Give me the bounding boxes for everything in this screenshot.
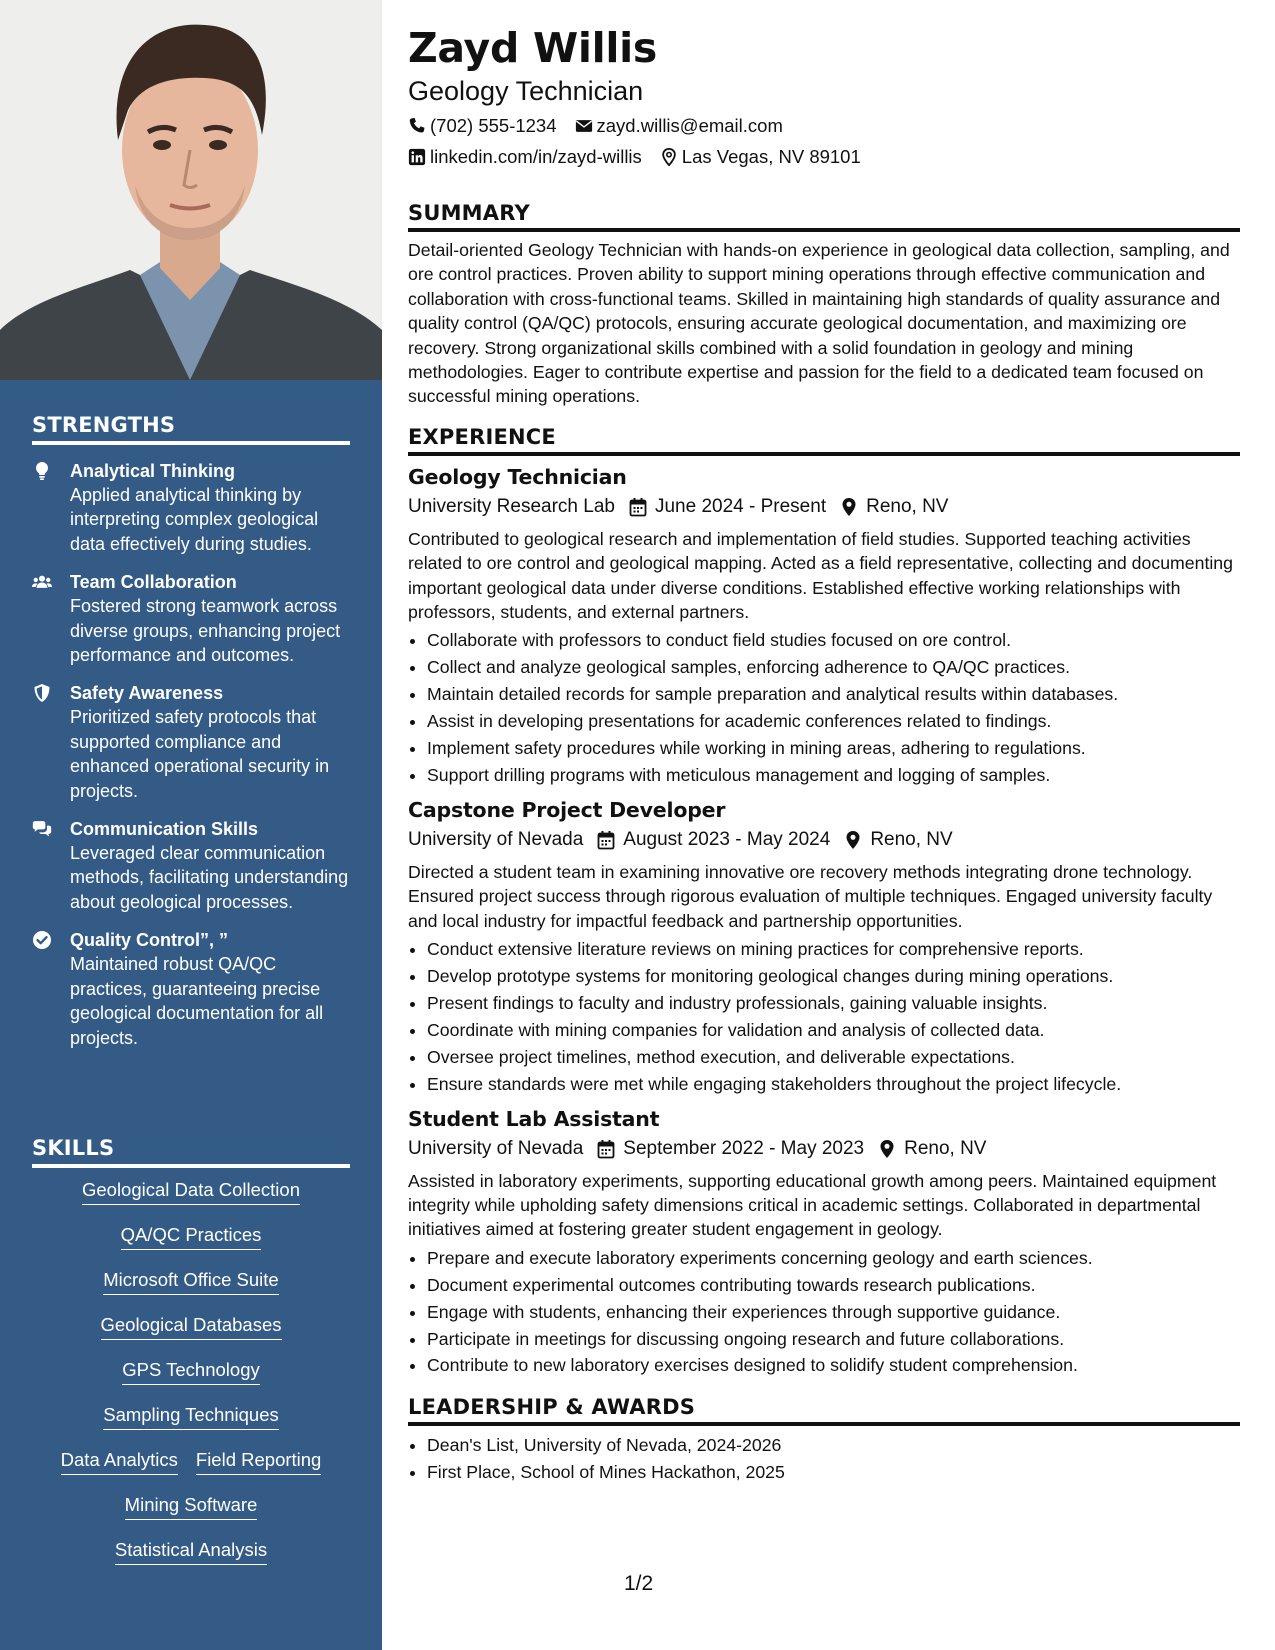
experience-section: [408, 425, 1240, 1379]
shield-icon: [32, 681, 70, 803]
strengths-list: [32, 459, 350, 1050]
list-item: • Prepare and execute laboratory experiments concerning geology and earth sciences.: [427, 1245, 1240, 1272]
job-org: University of Nevada: [408, 1137, 584, 1159]
strength-title: Analytical Thinking: [70, 461, 236, 481]
calendar-icon: [597, 1139, 615, 1159]
list-item: • Develop prototype systems for monitoring geological changes during mining operations.: [427, 963, 1240, 990]
awards-section: [408, 1395, 1240, 1486]
contact-linkedin[interactable]: [408, 144, 642, 170]
list-item: • Implement safety procedures while working in mining areas, adhering to regulations.: [427, 735, 1240, 762]
list-item: • Conduct extensive literature reviews on mining practices for comprehensive reports.: [427, 936, 1240, 963]
location-text: Las Vegas, NV 89101: [681, 146, 861, 167]
job-description: Assisted in laboratory experiments, supporting educational growth among peers. Maintained equipment integrity while upholding safety dimensions critical in academic settings. Collaborated in departmental initiatives aimed at fostering greater student engagement in geology.: [408, 1170, 1217, 1240]
awards-list: [408, 1432, 1240, 1486]
list-item: • Ensure standards were met while engaging stakeholders throughout the project lifecycle.: [427, 1071, 1240, 1098]
skill-item: Field Reporting: [196, 1448, 321, 1475]
job-entry: [408, 796, 1240, 1098]
awards-heading: LEADERSHIP & AWARDS: [408, 1395, 1240, 1426]
contact-phone: [408, 113, 557, 139]
envelope-icon: [575, 117, 593, 135]
skill-item: Data Analytics: [61, 1448, 178, 1475]
list-item: • Collaborate with professors to conduct field studies focused on ore control.: [427, 627, 1240, 654]
page-number: 1/2: [624, 1572, 654, 1595]
job-location: Reno, NV: [904, 1137, 987, 1159]
map-marker-icon: [840, 497, 858, 517]
strengths-heading: STRENGTHS: [32, 413, 350, 445]
job-dates: August 2023 - May 2024: [623, 828, 831, 850]
strength-title: Quality Control”, ”: [70, 930, 229, 951]
map-marker-icon: [878, 1139, 896, 1159]
calendar-icon: [597, 830, 615, 850]
strength-title: Team Collaboration: [70, 572, 237, 593]
skill-item: Geological Databases: [101, 1313, 282, 1340]
job-description: Contributed to geological research and implementation of field studies. Supported teaching activities related to ore control and geological mapping. Acted as a field representative, collecting and documenting important geological data under diverse conditions. Established effective working relationships with professors, students, and external partners.: [408, 528, 1233, 623]
strength-item: [32, 928, 350, 1050]
job-dates: September 2022 - May 2023: [623, 1137, 865, 1159]
candidate-title: Geology Technician: [408, 76, 644, 106]
list-item: • Engage with students, enhancing their experiences through supportive guidance.: [427, 1299, 1240, 1326]
check-circle-icon: [32, 928, 70, 1050]
job-title: Geology Technician: [408, 464, 627, 489]
skill-item: Sampling Techniques: [103, 1403, 279, 1430]
map-pin-icon: [660, 148, 678, 166]
chat-icon: [32, 817, 70, 914]
skill-item: Mining Software: [125, 1493, 258, 1520]
summary-heading: SUMMARY: [408, 201, 1240, 232]
list-item: • Collect and analyze geological samples, enforcing adherence to QA/QC practices.: [427, 654, 1240, 681]
strength-item: [32, 681, 350, 803]
users-icon: [32, 570, 70, 667]
list-item: • Support drilling programs with meticulous management and logging of samples.: [427, 762, 1240, 789]
strength-item: [32, 459, 350, 556]
contact-row: [408, 113, 1240, 139]
summary-section: [408, 201, 1240, 409]
strength-title: Communication Skills: [70, 819, 259, 840]
list-item: • Contribute to new laboratory exercises designed to solidify student comprehension.: [427, 1352, 1240, 1379]
strength-desc: Fostered strong teamwork across diverse groups, enhancing project performance and outcomes.: [70, 596, 341, 666]
list-item: • Document experimental outcomes contributing towards research publications.: [427, 1272, 1240, 1299]
job-entry: [408, 463, 1240, 789]
candidate-name: Zayd Willis: [408, 24, 658, 72]
profile-photo: [0, 0, 382, 380]
strength-desc: Applied analytical thinking by interpreting complex geological data effectively during studies.: [70, 485, 319, 554]
phone-icon: [408, 117, 426, 135]
strength-desc: Maintained robust QA/QC practices, guaranteeing precise geological documentation for all projects.: [70, 954, 324, 1048]
experience-heading: EXPERIENCE: [408, 425, 1240, 456]
list-item: • Participate in meetings for discussing ongoing research and future collaborations.: [427, 1326, 1240, 1353]
skill-item: GPS Technology: [122, 1358, 259, 1385]
strength-desc: Leveraged clear communication methods, facilitating understanding about geological processes.: [70, 843, 349, 912]
strengths-section: [32, 413, 350, 1064]
list-item: • Oversee project timelines, method execution, and deliverable expectations.: [427, 1044, 1240, 1071]
job-location: Reno, NV: [866, 495, 949, 517]
list-item: • First Place, School of Mines Hackathon, 2025: [427, 1459, 1240, 1486]
lightbulb-icon: [32, 459, 70, 556]
job-bullets: [408, 627, 1240, 788]
skill-item: Microsoft Office Suite: [103, 1268, 278, 1295]
contact-email[interactable]: [575, 113, 783, 139]
job-org: University of Nevada: [408, 828, 584, 850]
list-item: • Assist in developing presentations for academic conferences related to findings.: [427, 708, 1240, 735]
map-marker-icon: [844, 830, 862, 850]
strength-title: Safety Awareness: [70, 683, 224, 704]
skill-item: QA/QC Practices: [121, 1223, 262, 1250]
linkedin-text: linkedin.com/in/zayd-willis: [430, 146, 642, 167]
job-location: Reno, NV: [870, 828, 953, 850]
job-meta: [408, 826, 1240, 854]
summary-text: Detail-oriented Geology Technician with hands-on experience in geological data collection, sampling, and ore control practices. Proven ability to support mining operations through effective communication and collaboration with cross-functional teams. Skilled in maintaining high standards of quality assurance and quality control (QA/QC) protocols, ensuring accurate geological documentation, and maximizing ore recovery. Strong organizational skills combined with a solid foundation in geology and mining methodologies. Eager to contribute expertise and passion for the field to a dedicated team focused on successful mining operations.: [408, 240, 1230, 407]
job-bullets: [408, 936, 1240, 1097]
job-entry: [408, 1105, 1240, 1380]
skill-item: Statistical Analysis: [115, 1538, 267, 1565]
skills-section: [32, 1136, 350, 1583]
strength-desc: Prioritized safety protocols that supported compliance and enhanced operational security in projects.: [70, 707, 330, 801]
phone-text: (702) 555-1234: [430, 115, 557, 136]
main-column: [408, 22, 1240, 1486]
job-dates: June 2024 - Present: [654, 495, 827, 517]
job-org: University Research Lab: [408, 495, 615, 517]
email-text: zayd.willis@email.com: [596, 115, 783, 136]
skills-list: [32, 1178, 350, 1583]
contact-row-2: [408, 144, 1240, 170]
list-item: • Dean's List, University of Nevada, 2024-2026: [427, 1432, 1240, 1459]
sidebar: [0, 0, 382, 1650]
job-meta: [408, 1135, 1240, 1163]
strength-item: [32, 817, 350, 914]
list-item: • Maintain detailed records for sample preparation and analytical results within databases.: [427, 681, 1240, 708]
strength-item: [32, 570, 350, 667]
avatar: [0, 0, 382, 380]
linkedin-icon: [408, 148, 426, 166]
job-meta: [408, 493, 1240, 521]
job-description: Directed a student team in examining innovative ore recovery methods integrating drone technology. Ensured project success through rigorous evaluation of multiple techniques. Engaged university faculty and local industry for impactful feedback and partnership opportunities.: [408, 861, 1213, 931]
job-bullets: [408, 1245, 1240, 1380]
list-item: • Coordinate with mining companies for validation and analysis of collected data.: [427, 1017, 1240, 1044]
job-title: Capstone Project Developer: [408, 797, 726, 822]
contact-location: [660, 144, 861, 170]
skills-heading: SKILLS: [32, 1136, 350, 1168]
calendar-icon: [629, 497, 647, 517]
list-item: • Present findings to faculty and industry professionals, gaining valuable insights.: [427, 990, 1240, 1017]
job-title: Student Lab Assistant: [408, 1106, 660, 1131]
skill-item: Geological Data Collection: [82, 1178, 300, 1205]
